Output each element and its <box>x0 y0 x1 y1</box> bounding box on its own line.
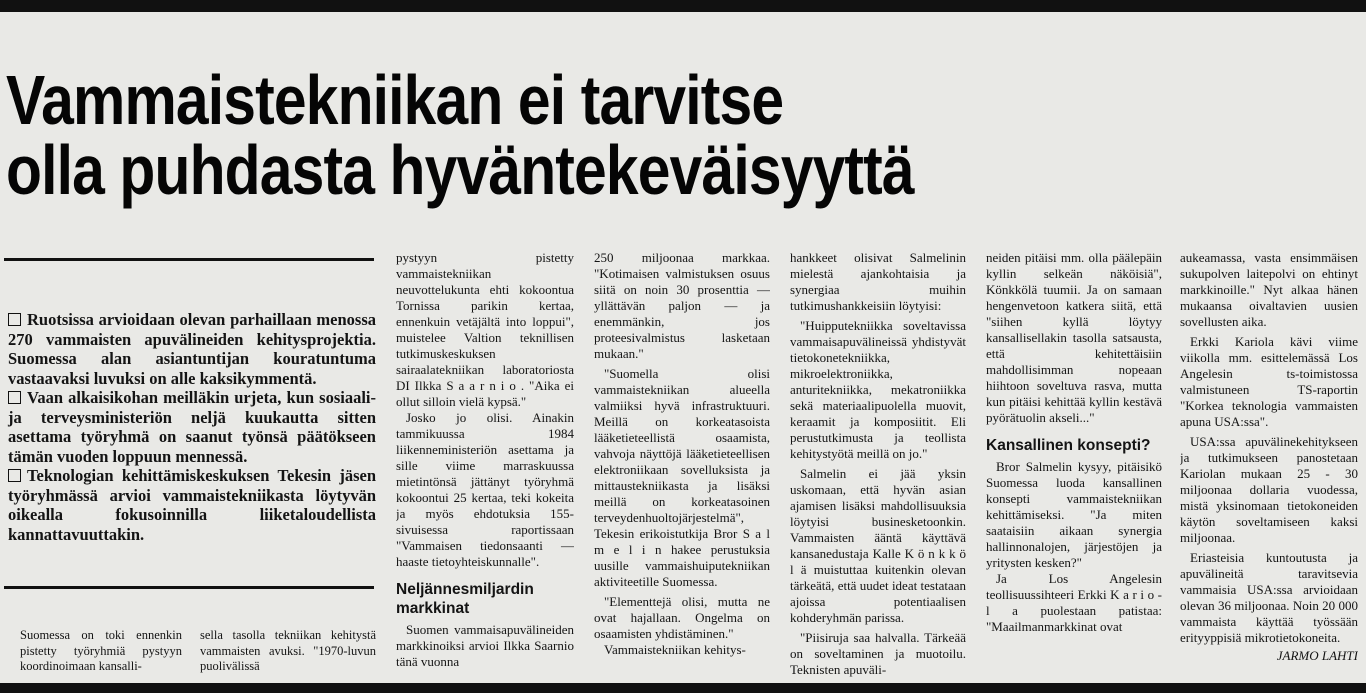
column-7-paragraph-2: Erkki Kariola kävi viime viikolla mm. esittelemässä Los Angelesin ts-toimistossa valmistuneen TS-raportin "Korkea teknologia vammaisten apuna USA:ssa". <box>1180 334 1358 429</box>
headline <box>6 61 1098 209</box>
ingress-bottom-rule <box>4 586 374 589</box>
byline-signature: JARMO LAHTI <box>1276 648 1358 663</box>
column-3-paragraph-3: Suomen vammaisapuvälineiden markkinoiksi arvioi Ilkka Saarnio tänä vuonna <box>396 622 574 669</box>
column-4-paragraph-1: 250 miljoonaa markkaa. "Kotimaisen valmistuksen osuus siitä on noin 30 prosenttia — yllättävän paljon — ja enemmänkin, jos proteesivalmistus lasketaan mukaan." <box>594 250 770 361</box>
checkbox-square-icon <box>8 391 21 404</box>
bottom-rule <box>0 683 1366 693</box>
ingress <box>8 310 376 544</box>
headline-line-1: Vammaistekniikan ei tarvitse <box>6 61 784 139</box>
column-5-paragraph-2: "Huipputekniikka soveltavissa vammaisapuvälineissä yhdistyvät tietokonetekniikka, mikroelektroniikka, anturitekniikka, mekatroniikka sekä materiaalipuolella muovit, keraamit ja komposiitit. Eli perustutkimusta ja teollista kehitystyötä meillä on jo." <box>790 318 966 461</box>
ingress-paragraph-1: Ruotsissa arvioidaan olevan parhaillaan menossa 270 vammaisten apuvälineiden kehitysprojektia. Suomessa alan asiantuntijan kouratuntuma vastaavaksi luvuksi on alle kaksikymmentä. <box>8 310 376 388</box>
column-7 <box>1180 250 1358 682</box>
column-6-paragraph-1: neiden pitäisi mm. olla päälepäin kyllin selkeän näköisiä", Könkkölä tuumii. Ja on samaan hengenvetoon katkera siitä, että "siihen kyllä löytyy kansallisellakin tasolla satsausta, että kehitettäisiin mahdollisimman nopeaan hiihtoon soveltuva rasva, mutta kun pitäisi kehittää kyllin kestävä pyörätuolin akseli..." <box>986 250 1162 425</box>
subhead-konsepti: Kansallinen konsepti? <box>986 437 1151 454</box>
column-7-paragraph-3: USA:ssa apuvälinekehitykseen ja tutkimukseen panostetaan Kariolan mukaan 25 - 30 miljoonaa dollaria vuodessa, mistä yksinomaan tietokoneiden käytön soveltamiseen kaksi miljoonaa. <box>1180 434 1358 545</box>
headline-line-2: olla puhdasta hyväntekeväisyyttä <box>6 131 914 209</box>
column-6-paragraph-3: Ja Los Angelesin teollisuussihteeri Erkki K a r i o - l a puolestaan patistaa: "Maailmanmarkkinat ovat <box>986 571 1162 634</box>
checkbox-square-icon <box>8 313 21 326</box>
column-6 <box>986 250 1162 682</box>
column-3 <box>396 250 574 682</box>
column-4-paragraph-3: "Elementtejä olisi, mutta ne ovat hajallaan. Ongelma on osaamisten yhdistäminen." <box>594 594 770 641</box>
column-6-paragraph-2: Bror Salmelin kysyy, pitäisikö Suomessa luoda kansallinen konsepti vammaistekniikan kehittämiseksi. "Ja miten saataisiin aikaan synergia hallinnonalojen, järjestöjen ja yritysten kesken?" <box>986 459 1162 570</box>
column-3-paragraph-1: pystyyn pistetty vammaistekniikan neuvottelukunta ehti kokoontua Tornissa parikin kertaa, ennenkuin vetäjältä into loppui", muistelee Valtion teknillisen tutkimuskeskuksen sairaalatekniikan laboratoriosta DI Ilkka S a a r n i o . "Aika ei ollut silloin vielä kypsä." <box>396 250 574 409</box>
subhead-markkinat: Neljännesmiljardin markkinat <box>396 581 534 617</box>
column-7-paragraph-4: Eriasteisia kuntoutusta ja apuvälineitä taravitsevia vammaisia USA:ssa arvioidaan olevan 36 miljoonaa. Noin 20 000 vammaista käyttää työssään erityyppisiä mikrotietokoneita. <box>1180 550 1358 645</box>
column-7-paragraph-1: aukeamassa, vasta ensimmäisen sukupolven laitepolvi on ehtinyt markkinoille." Nyt alkaa hänen mukaansa oivaltavien uusien sovellusten aika. <box>1180 250 1358 329</box>
column-4-paragraph-4: Vammaistekniikan kehitys- <box>604 642 746 657</box>
column-1-bottom: Suomessa on toki ennenkin pistetty työryhmiä pystyyn koordinoimaan kansalli- <box>20 628 182 673</box>
ingress-paragraph-2: Vaan alkaisikohan meilläkin urjeta, kun sosiaali- ja terveysministeriön neljä kuukautta sitten asettama työryhmä on saanut työnsä päätökseen tämän vuoden loppuun mennessä. <box>8 388 376 466</box>
column-5-paragraph-3: Salmelin ei jää yksin uskomaan, että hyvän asian ajamisen lisäksi mahdollisuuksia löytyisi businesketoonkin. Vammaisten ääntä käyttävä kansanedustaja Kalle K ö n k k ö l ä muistuttaa kuitenkin olevan tärkeätä, että uudet ideat testataan ajoissa potentiaalisen kohderyhmän parissa. <box>790 466 966 625</box>
column-4 <box>594 250 770 682</box>
column-3-paragraph-2: Josko jo olisi. Ainakin tammikuussa 1984 liikenneministeriön asettama ja sille viime marraskuussa mietintönsä jättänyt työryhmä kokoontui 25 kertaa, teki kokeita ja myös ehdotuksia 155-sivuisessa raportissaan "Vammaisen tiedonsaanti — haaste tietoyhteiskunnalle". <box>396 410 574 569</box>
column-5-paragraph-1: hankkeet olisivat Salmelinin mielestä ajankohtaisia ja synergiaa muihin tutkimushankkeisiin löytyisi: <box>790 250 966 313</box>
column-5-paragraph-4: "Piisiruja saa halvalla. Tärkeää on soveltaminen ja muotoilu. Teknisten apuväli- <box>790 630 966 677</box>
column-2-bottom: sella tasolla tekniikan kehitystä vammaisten avuksi. "1970-luvun puolivälissä <box>200 628 376 673</box>
ingress-top-rule <box>4 258 374 261</box>
column-4-paragraph-2: "Suomella olisi vammaistekniikan alueella valmiiksi hyvä infrastruktuuri. Meillä on korkeatasoista lääketieteellistä osaamista, vahvoja näyttöjä lääketieteellisen elektroniikaan sovelluksista ja mittaustekniikasta ja lisäksi meillä on korkeatasoinen terveydenhuoltojärjestelmä", Tekesin erikoistutkija Bror S a l m e l i n hakee perustuksia uusille vammaishuiputekniikan aktiviteetille Suomessa. <box>594 366 770 589</box>
column-5 <box>790 250 966 682</box>
checkbox-square-icon <box>8 469 21 482</box>
ingress-paragraph-3: Teknologian kehittämiskeskuksen Tekesin jäsen työryhmässä arvioi vammaistekniikasta löytyvän oikealla fokusoinnilla liiketaloudellista kannattavuuttakin. <box>8 466 376 544</box>
top-rule <box>0 0 1366 12</box>
